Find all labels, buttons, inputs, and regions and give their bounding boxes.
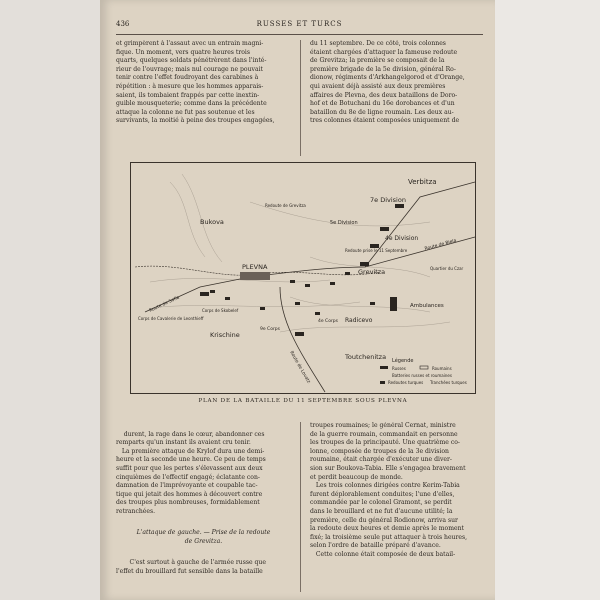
map-label-quartier-czar: Quartier du Czar bbox=[430, 266, 464, 271]
text-left-bottom-2: C'est surtout à gauche de l'armée russe que l'effet du brouillard fut sensible dans la bataille bbox=[116, 558, 266, 575]
section-subhead: L'attaque de gauche. — Prise de la redoute de Grevitza. bbox=[136, 529, 271, 545]
legend-batteries: Batteries russes et roumaines bbox=[392, 373, 452, 378]
map-label-redoute-prise: Redoute prise le 11 Septembre bbox=[345, 248, 408, 253]
map-label-route-sofia: Route de Sofia bbox=[148, 295, 181, 314]
column-divider-bottom bbox=[300, 422, 301, 592]
map-label-div5: 5e Division bbox=[330, 220, 358, 226]
plevna-town bbox=[240, 272, 270, 280]
map-label-plevna: PLEVNA bbox=[242, 263, 268, 271]
left-background bbox=[0, 0, 100, 600]
text-column-left-bottom bbox=[116, 422, 291, 592]
map-label-div7: 7e Division bbox=[370, 196, 406, 204]
map-label-corps9: 9e Corps bbox=[260, 327, 281, 332]
legend-russes: Russes bbox=[392, 366, 406, 371]
legend-redoutes: Redoutes turques bbox=[388, 380, 424, 385]
map-label-redoute-grevitza: Redoute de Grevitza bbox=[265, 203, 306, 208]
map-label-grevitza: Grevitza bbox=[358, 268, 386, 276]
map-label-bukova: Bukova bbox=[200, 218, 224, 226]
text-left-bottom: durent, la rage dans le cœur, abandonner ces remparts qu'un instant ils avaient cru tenir. La première attaque de Krylof dura une demi- heure et la seconde une heure. Ce peu de temps suffit pour que les pertes s'élevassent aux deux cinquièmes de l'effectif engagé; éclatante con- damnation de l'imprévoyante et coupable tac- tique qui jetait des hommes à découvert contre des troupes plus nombreuses, formidablement retranchées. bbox=[116, 430, 266, 515]
text-column-right-top: du 11 septembre. De ce côté, trois colonnes étaient chargées d'attaquer la fameuse redoute de Grevitza; la première se composait de la première brigade de la 5e division, général Ro- dionow, régiments d'Arkhangelgorod et d'Orange, qui avaient déjà assisté aux deux premières affaires de Plevna, des deux bataillons de Doro- hof et de Botuchani du 16e dorobances et d'un bataillon du 8e de ligne roumain. Les deux au- tres colonnes étaient composées uniquement de bbox=[310, 40, 465, 125]
map-label-toutchenitza: Toutchenitza bbox=[345, 353, 387, 361]
column-divider-top bbox=[300, 40, 301, 156]
book-page bbox=[100, 0, 495, 600]
map-caption: PLAN DE LA BATAILLE DU 11 SEPTEMBRE SOUS PLEVNA bbox=[198, 398, 408, 404]
text-column-left-top: et grimpèrent à l'assaut avec un entrain magni- fique. Un moment, vers quatre heures trois quarts, quelques soldats pénétrèrent dans l'inté- rieur de l'ouvrage; mais nul courage ne pouvait tenir contre l'effet foudroyant des carabines à répétition : à mesure que les hommes apparais- saient, ils tombaient frappés par cette inextin- guible mousqueterie; comme dans la précédente attaque la colonne ne fut pas soutenue et les survivants, la moitié à peine des troupes engagées, bbox=[116, 40, 275, 125]
battle-map bbox=[130, 162, 476, 394]
header-rule bbox=[116, 34, 483, 35]
legend-title: Légende bbox=[392, 358, 414, 364]
map-label-div4: 4e Division bbox=[385, 235, 419, 242]
legend-tranchees: Tranchées turques bbox=[430, 380, 467, 385]
map-label-radicevo: Radicevo bbox=[345, 317, 373, 324]
map-label-corps4: 4e Corps bbox=[318, 319, 339, 324]
map-label-ambulances: Ambulances bbox=[410, 303, 444, 309]
map-label-krischine: Krischine bbox=[210, 331, 240, 339]
map-label-route-lovatz: Route de Lovatz bbox=[288, 350, 311, 385]
map-frame bbox=[131, 163, 476, 394]
map-label-verbitza: Verbitza bbox=[408, 178, 437, 186]
map-label-skobelef: Corps de Skobelef bbox=[202, 308, 239, 313]
right-background bbox=[495, 0, 600, 600]
text-column-right-bottom: troupes roumaines; le général Cernat, ministre de la guerre roumain, commandait en personne les troupes de la principauté. Une quatrième co- lonne, composée de troupes de la 3e division roumaine, était chargée d'exécuter une diver- sion sur Boukova-Tabia. Elle s'engagea bravement et perdit beaucoup de monde. Les trois colonnes dirigées contre Kerim-Tabia furent déplorablement conduites; l'une d'elles, commandée par le colonel Gramont, se perdit dans le brouillard et ne fut d'aucune utilité; la première, celle du général Rodionow, arriva sur la redoute deux heures et demie après le moment fixé; la troisième seule put attaquer à trois heures, selon l'ordre de bataille préparé d'avance. Cette colonne était composée de deux batail- bbox=[310, 422, 468, 558]
map-label-route-biela: Route de Biela bbox=[424, 238, 458, 252]
map-label-cavalerie: Corps de Cavalerie de Leonthieff bbox=[138, 316, 204, 321]
page-number: 436 bbox=[116, 20, 130, 28]
running-title: RUSSES ET TURCS bbox=[256, 20, 343, 28]
legend-roumains: Roumains bbox=[432, 366, 452, 371]
